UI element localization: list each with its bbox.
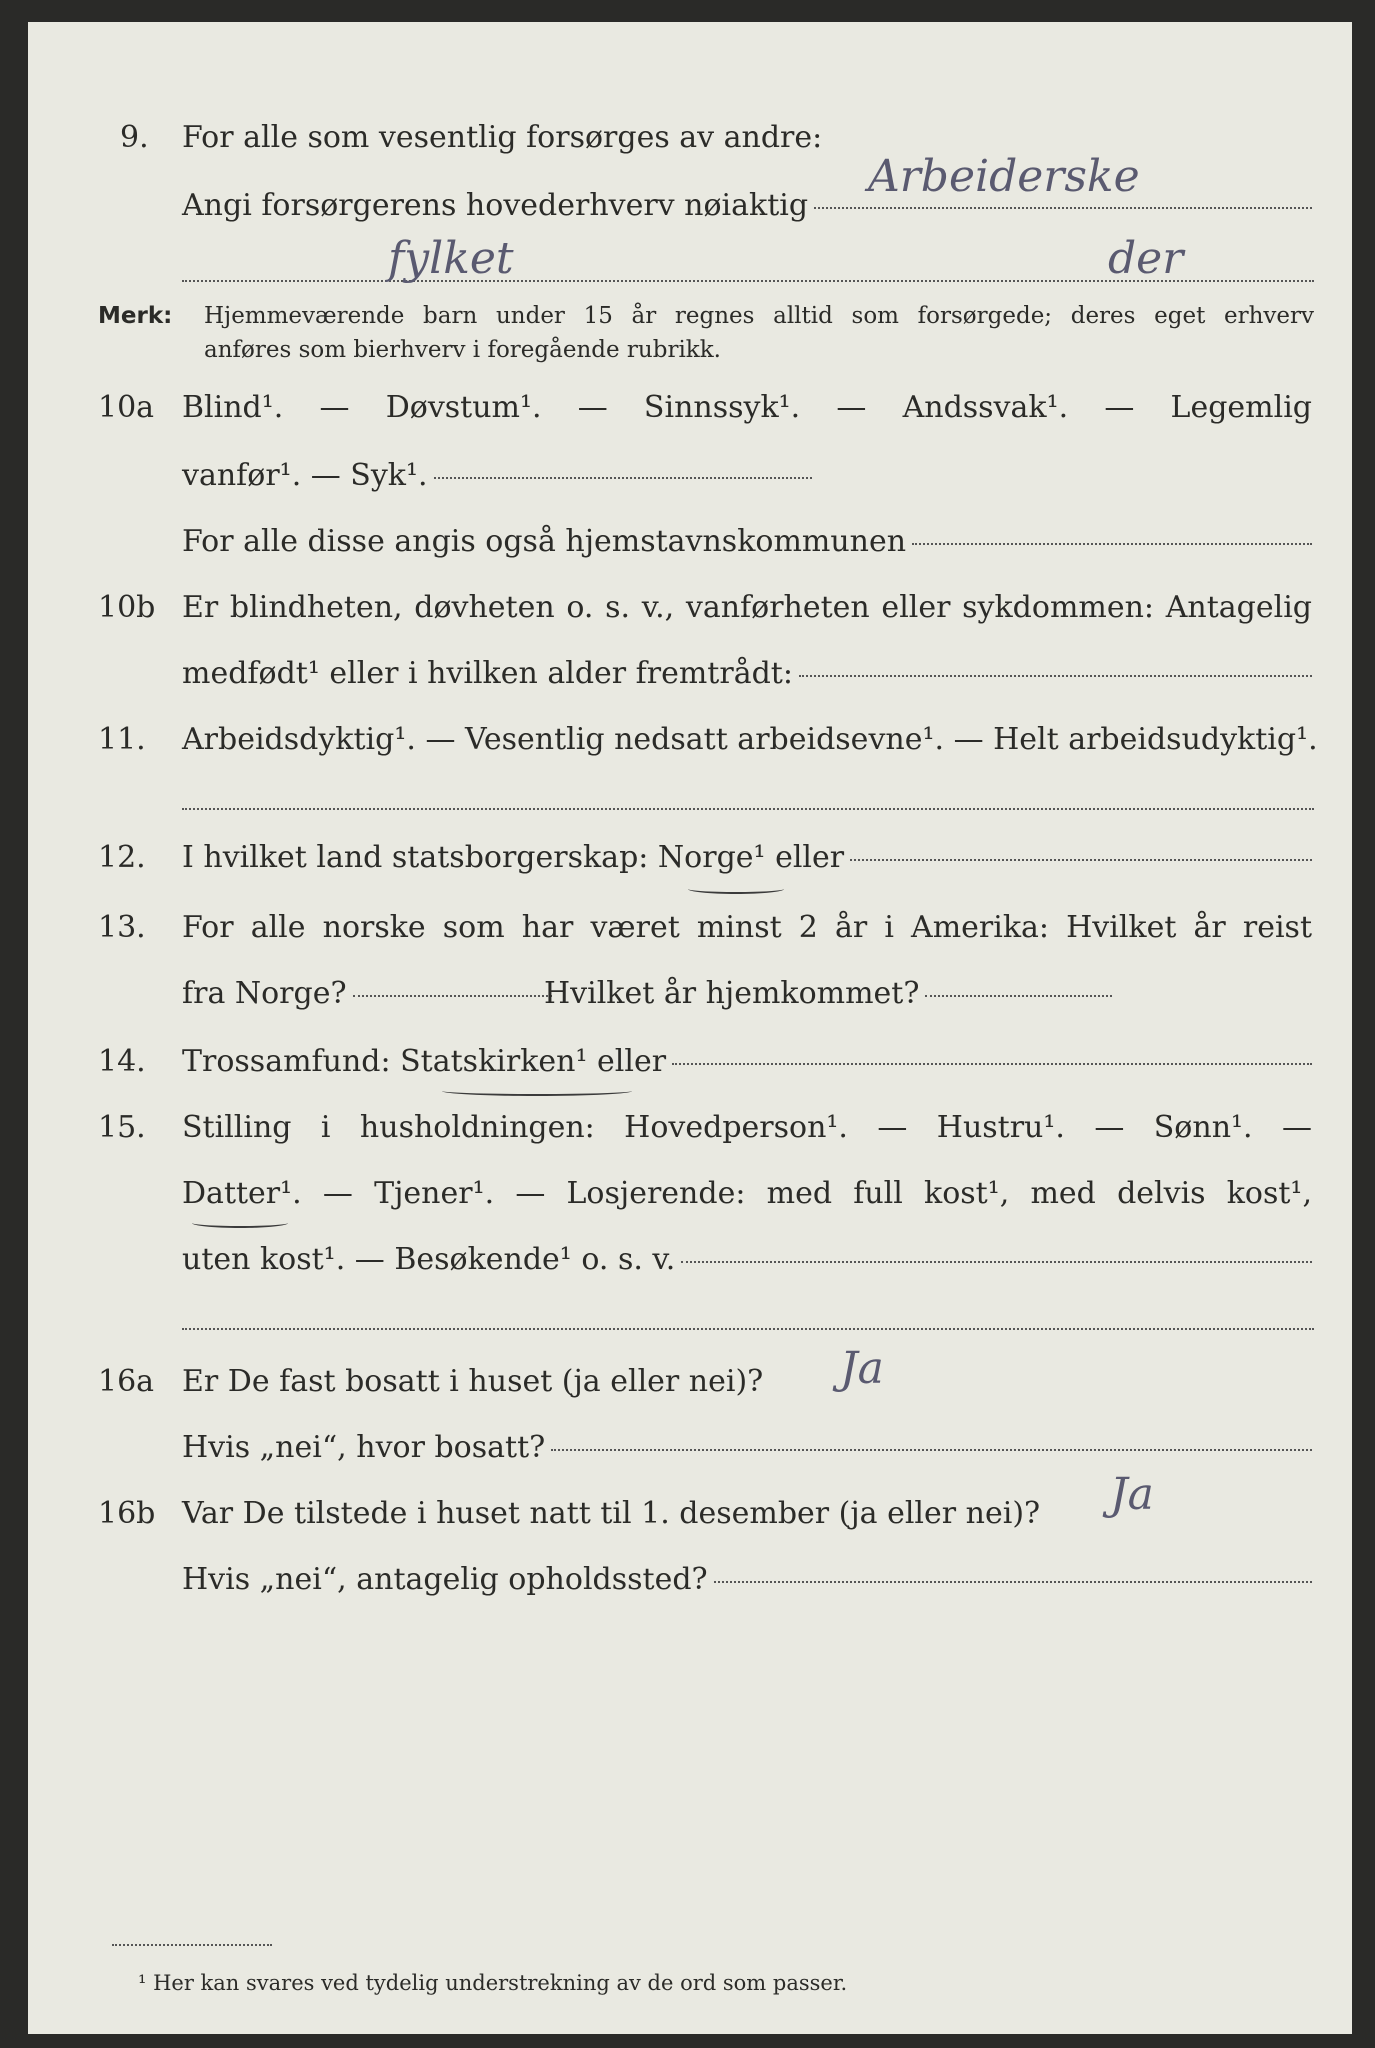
q15-text-1: Stilling i husholdningen: Hovedperson¹. — Hustru¹. — Sønn¹. — bbox=[182, 1110, 1312, 1145]
q16a-text-2-row bbox=[182, 1428, 1312, 1468]
q13-departure-year-line[interactable] bbox=[353, 994, 552, 997]
q13-text-2b-row bbox=[544, 974, 1112, 1014]
q9-text-2-row bbox=[182, 186, 1312, 226]
q16b-number: 16b bbox=[98, 1496, 156, 1531]
q10b-text-1: Er blindheten, døvheten o. s. v., vanførheten eller sykdommen: Antagelig bbox=[182, 590, 1312, 625]
q11-answer-line[interactable] bbox=[182, 808, 1314, 810]
q9-number: 9. bbox=[120, 120, 149, 155]
q14-text-row bbox=[182, 1042, 1312, 1082]
q16b-answer-line[interactable] bbox=[714, 1580, 1312, 1583]
q13-text-1: For alle norske som har været minst 2 år i Amerika: Hvilket år reist bbox=[182, 910, 1312, 945]
q12-number: 12. bbox=[98, 840, 146, 875]
q13-text-2b: Hvilket år hjemkommet? bbox=[544, 976, 920, 1011]
q16b-handwritten-answer: Ja bbox=[1110, 1469, 1154, 1520]
q15-text-3-row bbox=[182, 1240, 1312, 1280]
q10a-text-1: Blind¹. — Døvstum¹. — Sinnssyk¹. — Andssvak¹. — Legemlig bbox=[182, 390, 1312, 425]
merk-label bbox=[98, 300, 172, 332]
q12-answer-line[interactable] bbox=[850, 858, 1312, 861]
q12-norge-underline bbox=[688, 884, 784, 894]
q15-answer-line[interactable] bbox=[681, 1260, 1312, 1263]
q10a-text-2-row bbox=[182, 456, 812, 496]
q10a-text-3-row bbox=[182, 522, 1312, 562]
q9-text-2: Angi forsørgerens hovederhverv nøiaktig bbox=[182, 188, 809, 223]
q14-number: 14. bbox=[98, 1044, 146, 1079]
q15-text-3: uten kost¹. — Besøkende¹ o. s. v. bbox=[182, 1242, 676, 1277]
census-form-page bbox=[28, 22, 1352, 2034]
footnote: ¹ Her kan svares ved tydelig understrekning av de ord som passer. bbox=[138, 1971, 848, 1995]
q10b-text-2-row bbox=[182, 654, 1312, 694]
q16a-text-1: Er De fast bosatt i huset (ja eller nei)? bbox=[182, 1364, 764, 1399]
q14-text: Trossamfund: Statskirken¹ eller bbox=[182, 1044, 667, 1079]
q10a-hometown-answer-line[interactable] bbox=[912, 542, 1312, 545]
q16a-number: 16a bbox=[98, 1364, 155, 1399]
q9-answer-line[interactable] bbox=[814, 206, 1312, 209]
q10b-text-2: medfødt¹ eller i hvilken alder fremtrådt: bbox=[182, 656, 793, 691]
q9-handwritten-1: Arbeiderske bbox=[868, 151, 1140, 202]
q11-text-1: Arbeidsdyktig¹. — Vesentlig nedsatt arbeidsevne¹. — Helt arbeidsudyktig¹. bbox=[182, 722, 1318, 757]
q16b-text-2-row bbox=[182, 1560, 1312, 1600]
q14-answer-line[interactable] bbox=[672, 1062, 1312, 1065]
q14-statskirken-underline bbox=[442, 1086, 632, 1096]
q10b-answer-line[interactable] bbox=[799, 674, 1312, 677]
q10a-text-3: For alle disse angis også hjemstavnskommunen bbox=[182, 524, 907, 559]
merk-text-2: anføres som bierhverv i foregående rubrikk. bbox=[204, 337, 721, 363]
merk-text-1: Hjemmeværende barn under 15 år regnes alltid som forsørgede; deres eget erhverv bbox=[204, 303, 1314, 329]
q12-text: I hvilket land statsborgerskap: Norge¹ eller bbox=[182, 840, 845, 875]
q15-text-2: Datter¹. — Tjener¹. — Losjerende: med full kost¹, med delvis kost¹, bbox=[182, 1176, 1312, 1211]
q11-number: 11. bbox=[98, 722, 146, 757]
q10b-number: 10b bbox=[98, 590, 156, 625]
q16b-text-1: Var De tilstede i huset natt til 1. desember (ja eller nei)? bbox=[182, 1496, 1041, 1531]
q16a-text-2: Hvis „nei“, hvor bosatt? bbox=[182, 1430, 546, 1465]
q12-text-row bbox=[182, 838, 1312, 878]
q9-handwritten-2: fylket bbox=[388, 233, 514, 284]
q13-text-2a-row bbox=[182, 974, 552, 1014]
q10a-number: 10a bbox=[98, 390, 155, 425]
q13-number: 13. bbox=[98, 910, 146, 945]
q16a-answer-line[interactable] bbox=[551, 1448, 1312, 1451]
q15-datter-underline bbox=[192, 1218, 288, 1228]
footnote-rule bbox=[112, 1944, 272, 1946]
q16b-text-2: Hvis „nei“, antagelig opholdssted? bbox=[182, 1562, 708, 1597]
q10a-answer-line[interactable] bbox=[434, 476, 812, 479]
q9-handwritten-3: der bbox=[1108, 233, 1184, 284]
q13-text-2a: fra Norge? bbox=[182, 976, 347, 1011]
q16a-handwritten-answer: Ja bbox=[840, 1343, 884, 1394]
merk-label-text: Merk: bbox=[98, 303, 173, 329]
q15-number: 15. bbox=[98, 1110, 146, 1145]
q10a-text-2: vanfør¹. — Syk¹. bbox=[182, 458, 428, 493]
q13-return-year-line[interactable] bbox=[925, 994, 1112, 997]
q9-text-1: For alle som vesentlig forsørges av andre: bbox=[182, 120, 823, 155]
q15-answer-line-2[interactable] bbox=[182, 1328, 1314, 1330]
